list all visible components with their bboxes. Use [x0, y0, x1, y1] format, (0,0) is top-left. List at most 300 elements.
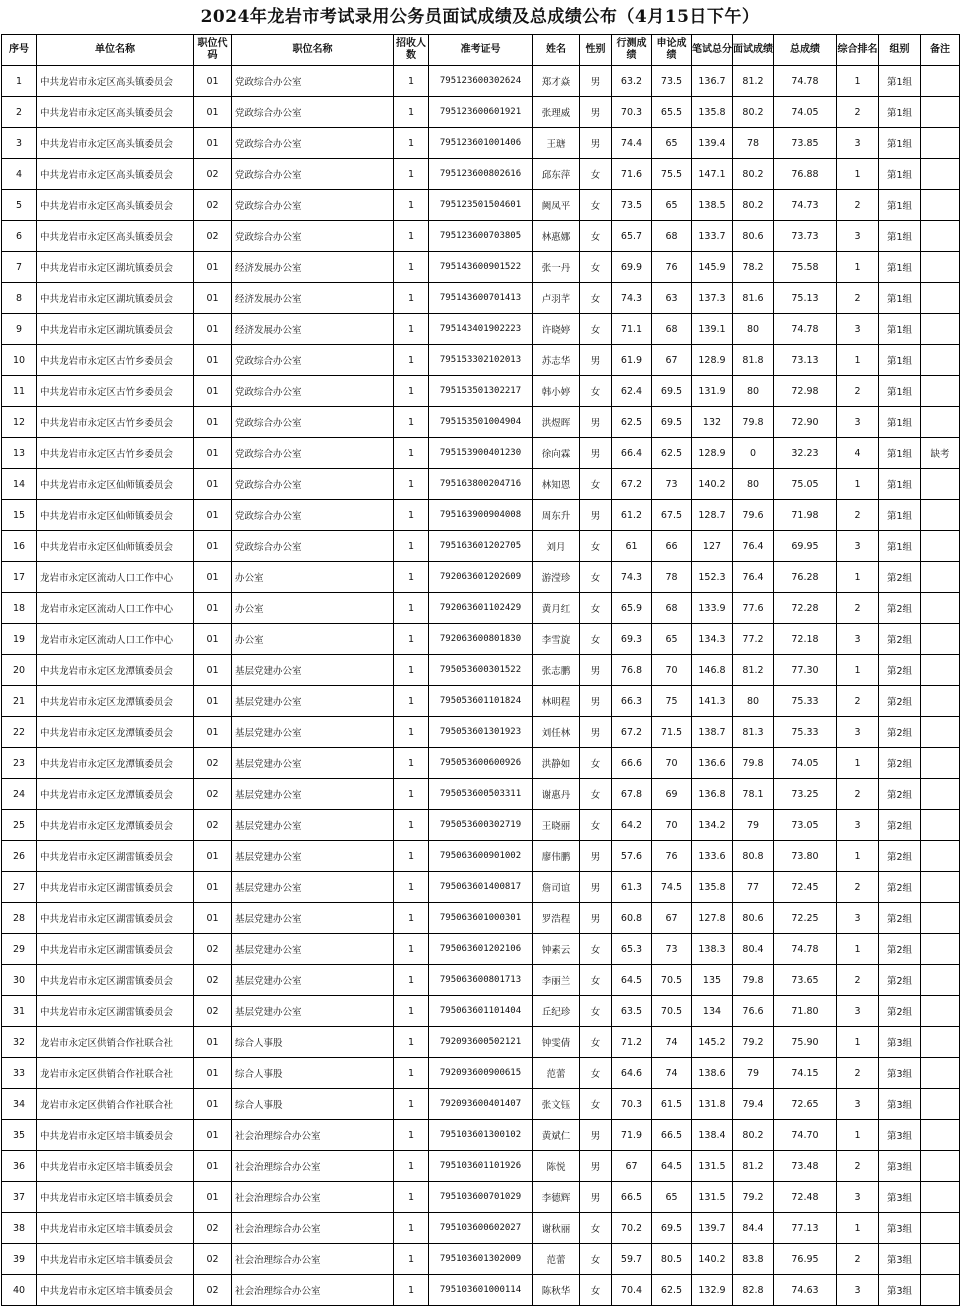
table-row [2, 438, 960, 469]
cell-quota: 1 [394, 500, 429, 531]
cell-ticket-no: 795103601000114 [429, 1275, 533, 1306]
cell-total-score: 72.28 [774, 593, 837, 624]
cell-position-code: 01 [194, 438, 232, 469]
cell-group: 第2组 [879, 748, 921, 779]
table-row [2, 190, 960, 221]
cell-position-name: 社会治理综合办公室 [232, 1182, 394, 1213]
cell-essay-score: 68 [652, 314, 692, 345]
cell-rank: 2 [837, 1058, 879, 1089]
cell-name: 洪煜晖 [533, 407, 580, 438]
cell-seq: 5 [2, 190, 37, 221]
cell-unit: 龙岩市永定区流动人口工作中心 [37, 593, 194, 624]
column-header-seq: 序号 [2, 35, 37, 66]
cell-quota: 1 [394, 1120, 429, 1151]
cell-unit: 中共龙岩市永定区湖坑镇委员会 [37, 252, 194, 283]
cell-seq: 28 [2, 903, 37, 934]
cell-interview-score: 79.4 [733, 1089, 774, 1120]
cell-quota: 1 [394, 531, 429, 562]
cell-name: 钟雯倩 [533, 1027, 580, 1058]
table-row [2, 1182, 960, 1213]
cell-interview-score: 77.2 [733, 624, 774, 655]
cell-unit: 龙岩市永定区供销合作社联合社 [37, 1027, 194, 1058]
cell-unit: 龙岩市永定区流动人口工作中心 [37, 624, 194, 655]
cell-position-code: 01 [194, 903, 232, 934]
cell-interview-score: 82.8 [733, 1275, 774, 1306]
cell-unit: 中共龙岩市永定区龙潭镇委员会 [37, 748, 194, 779]
cell-rank: 2 [837, 965, 879, 996]
cell-name: 詹司谊 [533, 872, 580, 903]
cell-position-code: 01 [194, 1120, 232, 1151]
table-row [2, 1151, 960, 1182]
cell-written-total: 145.2 [692, 1027, 733, 1058]
table-row [2, 376, 960, 407]
cell-total-score: 75.90 [774, 1027, 837, 1058]
cell-ticket-no: 795143600901522 [429, 252, 533, 283]
table-row [2, 469, 960, 500]
cell-remark [921, 996, 960, 1027]
cell-position-code: 01 [194, 345, 232, 376]
cell-ticket-no: 795163601202705 [429, 531, 533, 562]
cell-seq: 21 [2, 686, 37, 717]
cell-remark [921, 717, 960, 748]
cell-unit: 中共龙岩市永定区高头镇委员会 [37, 128, 194, 159]
cell-written-total: 141.3 [692, 686, 733, 717]
cell-remark [921, 252, 960, 283]
cell-ticket-no: 792063600801830 [429, 624, 533, 655]
cell-total-score: 74.73 [774, 190, 837, 221]
cell-test-score: 74.3 [612, 562, 652, 593]
cell-essay-score: 65 [652, 1182, 692, 1213]
cell-seq: 7 [2, 252, 37, 283]
cell-total-score: 72.90 [774, 407, 837, 438]
cell-unit: 中共龙岩市永定区湖雷镇委员会 [37, 934, 194, 965]
cell-rank: 3 [837, 128, 879, 159]
cell-position-name: 基层党建办公室 [232, 965, 394, 996]
cell-name: 刘月 [533, 531, 580, 562]
cell-seq: 2 [2, 97, 37, 128]
cell-essay-score: 80.5 [652, 1244, 692, 1275]
cell-interview-score: 80.2 [733, 190, 774, 221]
cell-written-total: 140.2 [692, 469, 733, 500]
cell-test-score: 61 [612, 531, 652, 562]
cell-position-code: 02 [194, 1213, 232, 1244]
cell-quota: 1 [394, 872, 429, 903]
cell-remark [921, 903, 960, 934]
cell-group: 第1组 [879, 97, 921, 128]
cell-written-total: 128.7 [692, 500, 733, 531]
cell-ticket-no: 795063601000301 [429, 903, 533, 934]
cell-quota: 1 [394, 314, 429, 345]
table-row [2, 996, 960, 1027]
cell-position-code: 02 [194, 748, 232, 779]
cell-position-name: 党政综合办公室 [232, 221, 394, 252]
cell-name: 游滢珍 [533, 562, 580, 593]
cell-seq: 36 [2, 1151, 37, 1182]
cell-rank: 2 [837, 686, 879, 717]
cell-remark [921, 624, 960, 655]
cell-ticket-no: 795123600601921 [429, 97, 533, 128]
cell-remark [921, 1120, 960, 1151]
cell-ticket-no: 795163800204716 [429, 469, 533, 500]
cell-gender: 女 [580, 996, 612, 1027]
cell-written-total: 131.5 [692, 1151, 733, 1182]
cell-ticket-no: 795123501504601 [429, 190, 533, 221]
cell-remark [921, 469, 960, 500]
cell-ticket-no: 795123600302624 [429, 66, 533, 97]
cell-remark [921, 1089, 960, 1120]
table-row [2, 686, 960, 717]
cell-position-name: 基层党建办公室 [232, 655, 394, 686]
cell-interview-score: 80 [733, 469, 774, 500]
cell-position-name: 经济发展办公室 [232, 252, 394, 283]
cell-written-total: 132 [692, 407, 733, 438]
cell-unit: 中共龙岩市永定区培丰镇委员会 [37, 1244, 194, 1275]
cell-position-code: 01 [194, 283, 232, 314]
cell-name: 阙凤平 [533, 190, 580, 221]
results-table [1, 34, 960, 1306]
cell-ticket-no: 795053601301923 [429, 717, 533, 748]
cell-total-score: 76.88 [774, 159, 837, 190]
cell-interview-score: 80.4 [733, 934, 774, 965]
cell-written-total: 145.9 [692, 252, 733, 283]
cell-written-total: 133.7 [692, 221, 733, 252]
cell-quota: 1 [394, 128, 429, 159]
cell-name: 徐向霖 [533, 438, 580, 469]
table-row [2, 1089, 960, 1120]
cell-interview-score: 76.4 [733, 562, 774, 593]
cell-position-name: 社会治理综合办公室 [232, 1120, 394, 1151]
cell-essay-score: 69.5 [652, 1213, 692, 1244]
cell-name: 谢秋丽 [533, 1213, 580, 1244]
cell-position-code: 01 [194, 407, 232, 438]
cell-ticket-no: 795153501302217 [429, 376, 533, 407]
cell-unit: 中共龙岩市永定区高头镇委员会 [37, 66, 194, 97]
cell-test-score: 66.6 [612, 748, 652, 779]
cell-quota: 1 [394, 1058, 429, 1089]
cell-remark [921, 1182, 960, 1213]
cell-test-score: 71.2 [612, 1027, 652, 1058]
cell-interview-score: 76.6 [733, 996, 774, 1027]
cell-total-score: 75.13 [774, 283, 837, 314]
cell-essay-score: 75 [652, 686, 692, 717]
cell-gender: 女 [580, 624, 612, 655]
cell-position-code: 02 [194, 779, 232, 810]
cell-quota: 1 [394, 97, 429, 128]
cell-ticket-no: 795063601202106 [429, 934, 533, 965]
cell-essay-score: 67 [652, 903, 692, 934]
cell-quota: 1 [394, 190, 429, 221]
table-row [2, 841, 960, 872]
table-row [2, 934, 960, 965]
cell-total-score: 74.05 [774, 97, 837, 128]
cell-rank: 1 [837, 345, 879, 376]
cell-rank: 3 [837, 531, 879, 562]
cell-name: 李丽兰 [533, 965, 580, 996]
cell-essay-score: 67.5 [652, 500, 692, 531]
cell-rank: 2 [837, 1151, 879, 1182]
cell-ticket-no: 795143600701413 [429, 283, 533, 314]
cell-unit: 中共龙岩市永定区湖坑镇委员会 [37, 314, 194, 345]
column-header-essay-score: 申论成绩 [652, 35, 692, 66]
cell-position-code: 01 [194, 128, 232, 159]
cell-interview-score: 79.8 [733, 748, 774, 779]
table-row [2, 407, 960, 438]
cell-written-total: 139.7 [692, 1213, 733, 1244]
cell-rank: 1 [837, 469, 879, 500]
cell-position-code: 01 [194, 1182, 232, 1213]
cell-position-code: 01 [194, 872, 232, 903]
column-header-position-code: 职位代码 [194, 35, 232, 66]
cell-test-score: 67.8 [612, 779, 652, 810]
cell-unit: 中共龙岩市永定区仙师镇委员会 [37, 469, 194, 500]
cell-rank: 1 [837, 1120, 879, 1151]
cell-group: 第1组 [879, 314, 921, 345]
cell-gender: 男 [580, 655, 612, 686]
cell-position-name: 党政综合办公室 [232, 128, 394, 159]
cell-written-total: 139.4 [692, 128, 733, 159]
cell-remark [921, 1213, 960, 1244]
cell-seq: 13 [2, 438, 37, 469]
table-row [2, 314, 960, 345]
cell-written-total: 131.5 [692, 1182, 733, 1213]
cell-unit: 中共龙岩市永定区古竹乡委员会 [37, 407, 194, 438]
cell-written-total: 146.8 [692, 655, 733, 686]
cell-rank: 1 [837, 1027, 879, 1058]
cell-name: 郑才焱 [533, 66, 580, 97]
cell-quota: 1 [394, 562, 429, 593]
cell-seq: 24 [2, 779, 37, 810]
table-row [2, 748, 960, 779]
cell-test-score: 57.6 [612, 841, 652, 872]
cell-essay-score: 65 [652, 624, 692, 655]
table-row [2, 810, 960, 841]
cell-remark [921, 655, 960, 686]
cell-total-score: 75.33 [774, 686, 837, 717]
cell-position-code: 02 [194, 934, 232, 965]
table-body [2, 66, 960, 1306]
table-row [2, 1027, 960, 1058]
cell-gender: 男 [580, 500, 612, 531]
cell-interview-score: 81.8 [733, 345, 774, 376]
cell-written-total: 127 [692, 531, 733, 562]
cell-test-score: 69.3 [612, 624, 652, 655]
cell-name: 张志鹏 [533, 655, 580, 686]
cell-test-score: 64.2 [612, 810, 652, 841]
cell-rank: 2 [837, 97, 879, 128]
cell-position-code: 02 [194, 1275, 232, 1306]
cell-group: 第3组 [879, 1120, 921, 1151]
cell-name: 苏志华 [533, 345, 580, 376]
cell-quota: 1 [394, 1151, 429, 1182]
cell-interview-score: 80 [733, 314, 774, 345]
cell-test-score: 61.2 [612, 500, 652, 531]
cell-quota: 1 [394, 66, 429, 97]
cell-unit: 中共龙岩市永定区仙师镇委员会 [37, 531, 194, 562]
cell-rank: 4 [837, 438, 879, 469]
table-row [2, 1244, 960, 1275]
cell-essay-score: 74 [652, 1058, 692, 1089]
cell-position-code: 02 [194, 996, 232, 1027]
cell-unit: 中共龙岩市永定区湖雷镇委员会 [37, 965, 194, 996]
cell-quota: 1 [394, 159, 429, 190]
cell-interview-score: 80.2 [733, 159, 774, 190]
cell-name: 黄月红 [533, 593, 580, 624]
cell-seq: 34 [2, 1089, 37, 1120]
cell-seq: 27 [2, 872, 37, 903]
cell-interview-score: 79.2 [733, 1027, 774, 1058]
cell-essay-score: 73 [652, 934, 692, 965]
cell-total-score: 71.98 [774, 500, 837, 531]
cell-position-code: 01 [194, 252, 232, 283]
cell-unit: 中共龙岩市永定区龙潭镇委员会 [37, 779, 194, 810]
cell-group: 第3组 [879, 1058, 921, 1089]
cell-rank: 1 [837, 655, 879, 686]
cell-gender: 女 [580, 810, 612, 841]
cell-total-score: 74.63 [774, 1275, 837, 1306]
cell-rank: 1 [837, 159, 879, 190]
cell-gender: 女 [580, 934, 612, 965]
table-row [2, 1058, 960, 1089]
cell-quota: 1 [394, 438, 429, 469]
cell-seq: 33 [2, 1058, 37, 1089]
cell-gender: 女 [580, 562, 612, 593]
cell-position-name: 经济发展办公室 [232, 314, 394, 345]
cell-remark [921, 686, 960, 717]
cell-quota: 1 [394, 345, 429, 376]
column-header-unit: 单位名称 [37, 35, 194, 66]
cell-group: 第2组 [879, 779, 921, 810]
cell-rank: 3 [837, 221, 879, 252]
cell-total-score: 73.05 [774, 810, 837, 841]
cell-rank: 3 [837, 903, 879, 934]
table-row [2, 252, 960, 283]
cell-essay-score: 75.5 [652, 159, 692, 190]
cell-essay-score: 62.5 [652, 1275, 692, 1306]
cell-seq: 25 [2, 810, 37, 841]
cell-position-name: 综合人事股 [232, 1058, 394, 1089]
cell-quota: 1 [394, 686, 429, 717]
cell-seq: 11 [2, 376, 37, 407]
cell-seq: 39 [2, 1244, 37, 1275]
cell-group: 第2组 [879, 624, 921, 655]
cell-test-score: 67 [612, 1151, 652, 1182]
cell-position-name: 社会治理综合办公室 [232, 1244, 394, 1275]
cell-test-score: 63.2 [612, 66, 652, 97]
cell-seq: 1 [2, 66, 37, 97]
cell-essay-score: 71.5 [652, 717, 692, 748]
cell-rank: 2 [837, 593, 879, 624]
cell-unit: 龙岩市永定区流动人口工作中心 [37, 562, 194, 593]
cell-seq: 8 [2, 283, 37, 314]
cell-remark [921, 314, 960, 345]
table-row [2, 655, 960, 686]
cell-written-total: 131.8 [692, 1089, 733, 1120]
cell-group: 第2组 [879, 810, 921, 841]
cell-ticket-no: 795103601302009 [429, 1244, 533, 1275]
cell-essay-score: 65 [652, 128, 692, 159]
cell-total-score: 69.95 [774, 531, 837, 562]
cell-remark [921, 841, 960, 872]
cell-group: 第2组 [879, 562, 921, 593]
cell-quota: 1 [394, 996, 429, 1027]
cell-rank: 3 [837, 1182, 879, 1213]
cell-position-code: 02 [194, 159, 232, 190]
cell-interview-score: 80.6 [733, 221, 774, 252]
cell-position-name: 党政综合办公室 [232, 469, 394, 500]
cell-group: 第1组 [879, 438, 921, 469]
cell-total-score: 74.78 [774, 934, 837, 965]
cell-unit: 中共龙岩市永定区龙潭镇委员会 [37, 717, 194, 748]
cell-written-total: 133.9 [692, 593, 733, 624]
cell-position-code: 02 [194, 810, 232, 841]
cell-position-code: 01 [194, 593, 232, 624]
cell-seq: 37 [2, 1182, 37, 1213]
cell-quota: 1 [394, 469, 429, 500]
cell-test-score: 64.6 [612, 1058, 652, 1089]
cell-seq: 29 [2, 934, 37, 965]
cell-gender: 男 [580, 345, 612, 376]
cell-written-total: 136.6 [692, 748, 733, 779]
cell-quota: 1 [394, 903, 429, 934]
cell-unit: 中共龙岩市永定区湖坑镇委员会 [37, 283, 194, 314]
cell-ticket-no: 795063601101404 [429, 996, 533, 1027]
cell-quota: 1 [394, 717, 429, 748]
cell-position-code: 01 [194, 66, 232, 97]
cell-interview-score: 81.3 [733, 717, 774, 748]
cell-gender: 女 [580, 159, 612, 190]
cell-remark [921, 1027, 960, 1058]
cell-ticket-no: 795053600600926 [429, 748, 533, 779]
cell-test-score: 62.4 [612, 376, 652, 407]
cell-position-name: 党政综合办公室 [232, 159, 394, 190]
cell-essay-score: 69 [652, 779, 692, 810]
cell-interview-score: 81.6 [733, 283, 774, 314]
cell-total-score: 77.13 [774, 1213, 837, 1244]
cell-name: 陈悦 [533, 1151, 580, 1182]
cell-name: 林知恩 [533, 469, 580, 500]
cell-unit: 中共龙岩市永定区古竹乡委员会 [37, 376, 194, 407]
cell-test-score: 67.2 [612, 469, 652, 500]
cell-group: 第1组 [879, 469, 921, 500]
cell-unit: 中共龙岩市永定区高头镇委员会 [37, 190, 194, 221]
cell-gender: 女 [580, 779, 612, 810]
cell-total-score: 72.45 [774, 872, 837, 903]
cell-gender: 男 [580, 97, 612, 128]
cell-written-total: 138.6 [692, 1058, 733, 1089]
cell-gender: 男 [580, 841, 612, 872]
cell-seq: 38 [2, 1213, 37, 1244]
cell-ticket-no: 795053600302719 [429, 810, 533, 841]
cell-quota: 1 [394, 593, 429, 624]
cell-position-code: 01 [194, 314, 232, 345]
cell-test-score: 76.8 [612, 655, 652, 686]
cell-seq: 31 [2, 996, 37, 1027]
cell-position-code: 01 [194, 1027, 232, 1058]
cell-essay-score: 76 [652, 841, 692, 872]
cell-test-score: 70.3 [612, 1089, 652, 1120]
cell-quota: 1 [394, 841, 429, 872]
cell-essay-score: 67 [652, 345, 692, 376]
cell-seq: 6 [2, 221, 37, 252]
cell-test-score: 73.5 [612, 190, 652, 221]
cell-group: 第2组 [879, 996, 921, 1027]
cell-interview-score: 81.2 [733, 66, 774, 97]
cell-position-name: 党政综合办公室 [232, 531, 394, 562]
cell-ticket-no: 795103600701029 [429, 1182, 533, 1213]
cell-essay-score: 73.5 [652, 66, 692, 97]
cell-total-score: 77.30 [774, 655, 837, 686]
cell-test-score: 65.7 [612, 221, 652, 252]
